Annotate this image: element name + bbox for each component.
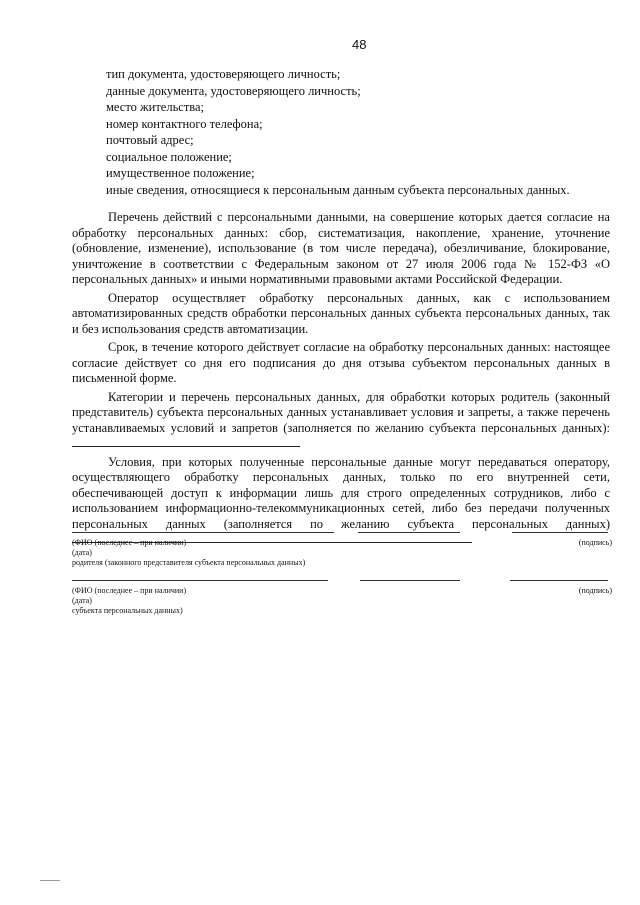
paragraph-operator: Оператор осуществляет обработку персональных данных, как с использованием автоматизированных средств обработки персональных данных субъекта персональных данных, так и без использования средств автоматизации. — [72, 290, 610, 336]
signature-label: (подпись) — [578, 586, 612, 595]
signature-label: (подпись) — [578, 538, 612, 547]
list-item: данные документа, удостоверяющего личность; — [106, 83, 361, 98]
list-item: тип документа, удостоверяющего личность; — [106, 67, 341, 81]
signature-line — [510, 580, 608, 581]
paragraph-term: Срок, в течение которого действует согласие на обработку персональных данных: настоящее согласие действует со дня его подписания до дня отзыва субъектом персональных данных в письменной форме. — [72, 340, 610, 385]
date-line — [358, 532, 460, 533]
signature-line — [512, 532, 608, 533]
categories-text: Категории и перечень персональных данных, для обработки которых родитель (законный представитель) субъекта персональных данных устанавливает условия и запреты, а также перечень устанавливаемых условий и запретов (заполняется по желанию субъекта персональных данных): — [72, 389, 610, 435]
list-item: иные сведения, относящиеся к персональным данным субъекта персональных данных. — [106, 182, 570, 197]
signature-block-parent — [72, 532, 612, 568]
paragraph-categories — [72, 390, 610, 452]
fio-label: (ФИО (последнее – при наличии) — [72, 586, 187, 595]
fio-line — [72, 580, 328, 581]
date-label: (дата) — [72, 548, 92, 557]
document-body — [72, 210, 610, 551]
date-line — [360, 580, 460, 581]
list-item: место жительства; — [106, 100, 205, 114]
categories-fill-line — [72, 436, 300, 447]
list-item: имущественное положение; — [106, 166, 255, 180]
footer-mark — [40, 880, 60, 881]
role-label: родителя (законного представителя субъекта персональных данных) — [72, 558, 306, 567]
date-label: (дата) — [72, 596, 92, 605]
list-item: почтовый адрес; — [106, 133, 194, 147]
signature-block-subject — [72, 580, 612, 616]
role-label: субъекта персональных данных) — [72, 606, 183, 615]
page-number: 48 — [352, 37, 367, 52]
personal-data-list — [106, 66, 626, 198]
list-item: социальное положение; — [106, 149, 232, 164]
conditions-text: Условия, при которых полученные персональные данные могут передаваться оператору, осуществляющего обработку персональных данных, только по его внутренней сети, обеспечивающей доступ к информации лишь для строго определенных сотрудников, либо с использованием информационно-телекоммуникационных сетей, либо без передачи полученных персональных данных (заполняется по желанию субъекта персональных данных) — [72, 454, 610, 531]
fio-line — [72, 532, 334, 533]
paragraph-actions: Перечень действий с персональными данными, на совершение которых дается согласие на обработку персональных данных: сбор, систематизация, накопление, хранение, уточнение (обновление, изменение), использование (в том числе передача), обезличивание, блокирование, уничтожение в соответствии с Федеральным законом от 27 июля 2006 года № 152-ФЗ «О персональных данных» и иными нормативными правовыми актами Российской Федерации. — [72, 210, 610, 286]
list-item: номер контактного телефона; — [106, 116, 263, 131]
fio-label: (ФИО (последнее – при наличии) — [72, 538, 187, 547]
